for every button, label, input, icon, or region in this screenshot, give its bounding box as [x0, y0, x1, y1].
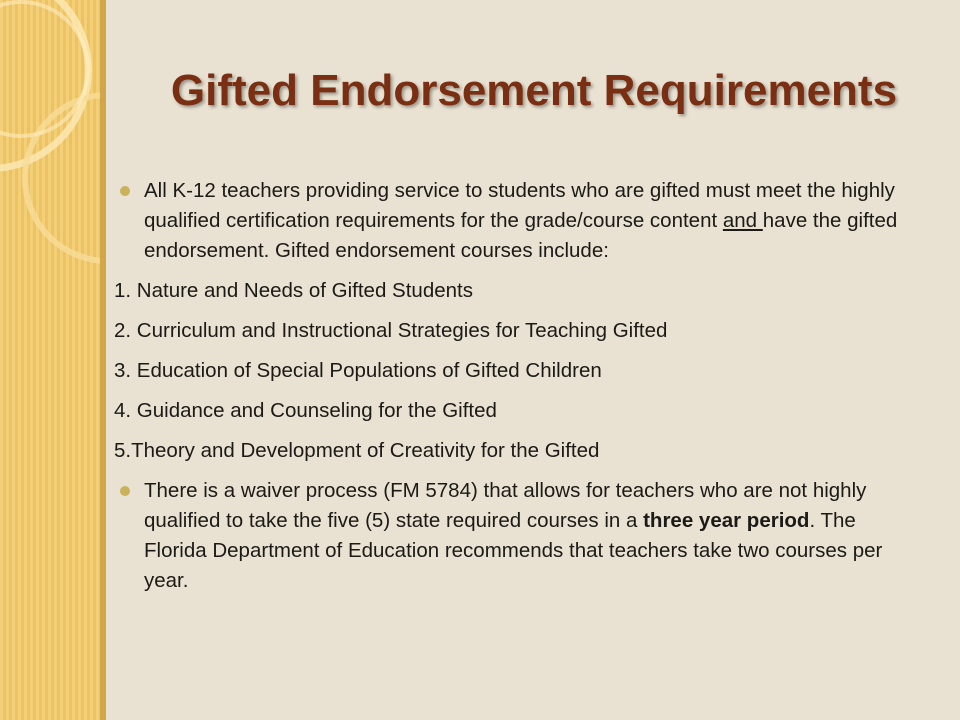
bullet-text: All K-12 teachers providing service to students who are gifted must meet the highly qualified certification requirements for the grade/course content	[144, 179, 895, 232]
bullet-text: There is a waiver process (FM 5784) that allows for teachers who are not highly qualified to take the five (5) state required courses in a	[144, 479, 867, 532]
course-item: 4. Guidance and Counseling for the Gifted	[114, 399, 497, 422]
underlined-text: and	[722, 209, 763, 232]
bullet-text: have the gifted endorsement. Gifted endorsement courses include:	[144, 209, 898, 262]
bullet-waiver-process	[114, 476, 924, 596]
course-item: 1. Nature and Needs of Gifted Students	[114, 279, 473, 302]
band-edge	[100, 0, 106, 720]
slide-body	[114, 176, 924, 606]
slide-title: Gifted Endorsement Requirements	[170, 66, 898, 115]
bullet-teacher-requirements	[114, 176, 924, 266]
course-item: 2. Curriculum and Instructional Strategies for Teaching Gifted	[114, 319, 668, 342]
bold-text: three year period	[643, 509, 810, 532]
bullet-text: . The Florida Department of Education recommends that teachers take two courses per year.	[144, 509, 883, 592]
course-item: 3. Education of Special Populations of Gifted Children	[114, 359, 602, 382]
decorative-side-band	[0, 0, 106, 720]
course-item: 5.Theory and Development of Creativity for the Gifted	[114, 439, 600, 462]
